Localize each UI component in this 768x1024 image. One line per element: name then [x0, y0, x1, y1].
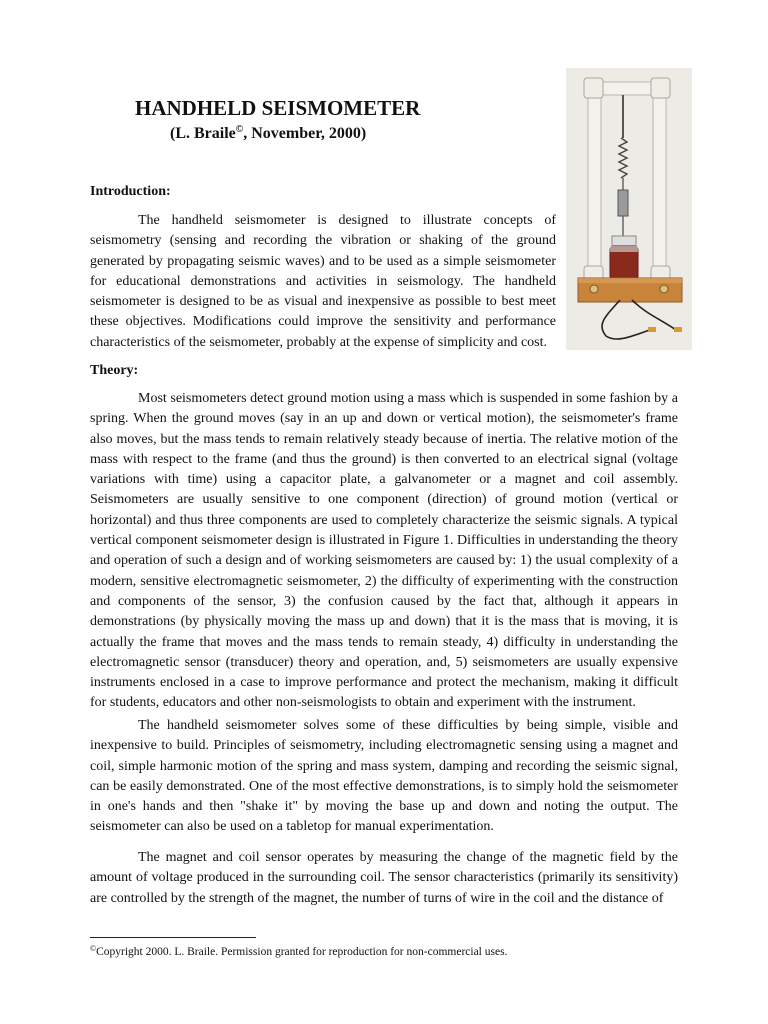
theory-paragraph-2: The handheld seismometer solves some of these difficulties by being simple, visible and inexpensive to build. Principles of seismometry, including electromagnetic sensing using a magnet and coil, simple harmonic motion of the spring and mass system, damping and recording the seismic signal, can be easily demonstrated. One of the most effective demonstrations, is to simply hold the seismometer in one's hands and then "shake it" by moving the base up and down and noting the output. The seismometer can also be used on a tabletop for manual experimentation. [90, 718, 678, 835]
footnote-text: Copyright 2000. L. Braile. Permission granted for reproduction for non-commercial uses. [96, 946, 508, 958]
author-name: (L. Braile [170, 125, 236, 142]
theory-heading: Theory: [90, 363, 139, 378]
seismometer-photo [566, 68, 692, 350]
introduction-heading: Introduction: [90, 184, 171, 199]
theory-paragraph-1: Most seismometers detect ground motion using a mass which is suspended in some fashion by a spring. When the ground moves (say in an up and down or vertical motion), the seismometer's frame also moves, but the mass tends to remain relatively steady because of inertia. The relative motion of the mass with respect to the frame (and thus the ground) is then converted to an electrical signal (voltage variations with time) using a capacitor plate, a galvanometer or a magnet and coil assembly. Seismometers are usually sensitive to one component (direction) of ground motion (vertical or horizontal) and thus three components are used to completely characterize the seismic signals. A typical vertical component seismometer design is illustrated in Figure 1. Difficulties in understanding the theory and operation of such a design and of working seismometers are caused by: 1) the usual complexity of a modern, sensitive electromagnetic seismometer, 2) the difficulty of experimenting with the construction and components of the sensor, 3) the confusion caused by the fact that, although it appears in demonstrations (by physically moving the mass up and down) that it is the mass that is moving, it is actually the frame that moves and the mass tends to remain steady, 4) difficulty in understanding the electromagnetic sensor (transducer) theory and operation, and, 5) seismometers are usually expensive instruments enclosed in a case to improve performance and protect the mechanism, making it difficult for students, educators and other non-seismologists to obtain and experiment with the instrument. [90, 391, 678, 711]
introduction-paragraph: The handheld seismometer is designed to illustrate concepts of seismometry (sensing and recording the vibration or shaking of the ground generated by propagating seismic waves) and to be used as a simple seismometer for educational demonstrations and activities in seismology. The handheld seismometer is designed to be as visual and inexpensive as possible to best meet these objectives. Modifications could improve the sensitivity and performance characteristics of the seismometer, probably at the expense of simplicity and cost. [90, 213, 556, 350]
copyright-mark: © [235, 124, 244, 135]
author-date-line [170, 124, 366, 143]
footnote-divider [90, 937, 256, 938]
footnote-mark: © [90, 944, 97, 953]
theory-paragraph-3: The magnet and coil sensor operates by measuring the change of the magnetic field by the amount of voltage produced in the surrounding coil. The sensor characteristics (primarily its sensitivity) are controlled by the strength of the magnet, the number of turns of wire in the coil and the distance of [90, 850, 678, 906]
author-date: , November, 2000) [243, 125, 367, 142]
document-title: HANDHELD SEISMOMETER [135, 96, 421, 120]
copyright-footnote [90, 944, 507, 958]
